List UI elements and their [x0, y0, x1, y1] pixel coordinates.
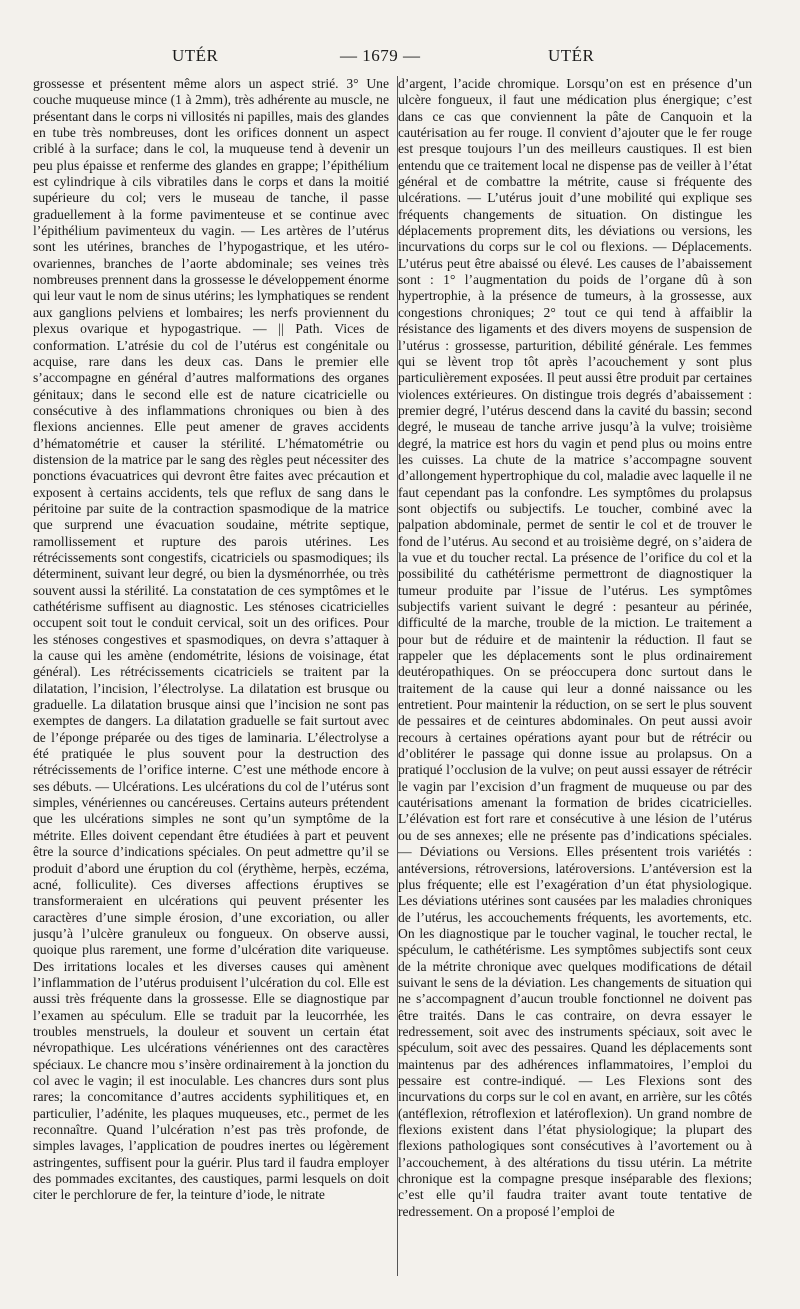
page-number: — 1679 — — [340, 46, 421, 65]
right-column — [390, 76, 752, 1276]
left-column — [33, 76, 389, 1276]
header-left-word: UTÉR — [172, 46, 219, 65]
running-header — [0, 46, 800, 70]
left-column-text: grossesse et présentent même alors un aspect strié. 3° Une couche muqueuse mince (1 à 2mm), très adhérente au muscle, ne présentant dans le corps ni villosités ni papilles, mais des glandes en tube très nombreuses, dont les orifices donnent un aspect criblé à la surface; dans le col, la muqueuse tend à devenir un peu plus épaisse et renferme des glandes en grappe; l’épithélium est cylindrique à cils vibratiles dans le corps et dans la moitié supérieure du col; vers le museau de tanche, il passe graduellement à la forme pavimenteuse et se continue avec l’épithélium pavimenteux du vagin. — Les artères de l’utérus sont les utérines, branches de l’hypogastrique, et les utéro-ovariennes, branches de l’aorte abdominale; ses veines très nombreuses prennent dans la grossesse le développement énorme qui leur vaut le nom de sinus utérins; les lymphatiques se rendent aux ganglions pelviens et lombaires; les nerfs proviennent du plexus ovarique et hypogastrique. — || Path. Vices de conformation. L’atrésie du col de l’utérus est congénitale ou acquise, rare dans les deux cas. Dans le premier elle s’accompagne en général d’autres malformations des organes génitaux; dans le second elle est de nature cicatricielle ou consécutive à des inflammations chroniques ou bien à des flexions anciennes. Elle peut amener de graves accidents d’hématométrie et causer la stérilité. L’hématométrie ou distension de la matrice par le sang des règles peut nécessiter des ponctions évacuatrices qui devront être faites avec précaution et exposent à certains accidents, tels que reflux de sang dans le péritoine par suite de la contraction spasmodique de la matrice que surprend une évacuation soudaine, métrite septique, ramollissement et rupture des parois utérines. Les rétrécissements sont congestifs, cicatriciels ou spasmodiques; ils déterminent, suivant leur degré, ou bien la dysménorrhée, ou très souvent aussi la stérilité. La constatation de ces symptômes et le cathétérisme suffisent au diagnostic. Les sténoses cicatricielles occupent soit tout le conduit cervical, soit un des orifices. Pour les sténoses congestives et spasmodiques, on devra s’attaquer à la cause qui les amène (endométrite, lésions de voisinage, état général). Les rétrécissements cicatriciels se traitent par la dilatation, l’incision, l’électrolyse. La dilatation est brusque ou graduelle. La dilatation brusque ainsi que l’incision ne sont pas exemptes de dangers. La dilatation graduelle se fait surtout avec de l’éponge préparée ou des tiges de laminaria. L’électrolyse a été pratiquée le plus souvent pour la destruction des rétrécissements de l’orifice interne. C’est une méthode encore à ses débuts. — Ulcérations. Les ulcérations du col de l’utérus sont simples, vénériennes ou cancéreuses. Certains auteurs prétendent que les ulcérations simples ne sont qu’un symptôme de la métrite. Elles doivent cependant être étudiées à part et peuvent être la source d’indications spéciales. On peut admettre qu’il se produit d’abord une éruption du col (érythème, herpès, eczéma, acné, folliculite). Ces diverses affections éruptives se transformeraient en ulcérations qui peuvent présenter les caractères d’une simple érosion, d’une excoriation, ou aller jusqu’à l’ulcère granuleux ou fongueux. On observe aussi, quoique plus rarement, une forme d’ulcération dite variqueuse. Des irritations locales et les diverses causes qui amènent l’inflammation de l’utérus produisent l’ulcération du col. Elle est aussi très fréquente dans la grossesse. Elle se diagnostique par l’examen au spéculum. Elle se traduit par la leucorrhée, les troubles menstruels, la douleur et souvent un certain état névropathique. Les ulcérations vénériennes ont des caractères spéciaux. Le chancre mou s’insère ordinairement à la jonction du col avec le vagin; il est inoculable. Les chancres durs sont plus rares; la concomitance d’autres accidents syphilitiques et, en particulier, l’adénite, les plaques muqueuses, etc., permet de les reconnaître. Quand l’ulcération n’est pas très profonde, de simples lavages, l’application de poudres inertes ou légèrement astringentes, suffisent pour la guérir. Plus tard il faudra employer des pommades excitantes, des caustiques, parmi lesquels on doit citer le perchlorure de fer, la teinture d’iode, le nitrate — [33, 76, 389, 1203]
header-right-word: UTÉR — [548, 46, 595, 65]
right-column-text: d’argent, l’acide chromique. Lorsqu’on est en présence d’un ulcère fongueux, il faut une médication plus énergique; c’est dans ce cas que conviennent la pâte de Canquoin et la cautérisation au fer rouge. Il convient d’ajouter que le fer rouge est presque toujours l’un des meilleurs caustiques. Il est bien entendu que ce traitement local ne dispense pas de veiller à l’état général et de combattre la métrite, cause si fréquente des ulcérations. — L’utérus jouit d’une mobilité qui explique ses fréquents changements de situation. On distingue les déplacements proprement dits, les déviations ou versions, les incurvations du corps sur le col ou flexions. — Déplacements. L’utérus peut être abaissé ou élevé. Les causes de l’abaissement sont : 1° l’augmentation du poids de l’organe dû à son hypertrophie, à la présence de tumeurs, à la grossesse, aux congestions chroniques; 2° tout ce qui tend à affaiblir la résistance des ligaments et des divers moyens de suspension de l’utérus : grossesse, parturition, débilité générale. Les femmes qui se lèvent trop tôt après l’acouchement y sont plus particulièrement exposées. Il peut aussi être produit par certaines violences extérieures. On distingue trois degrés d’abaissement : premier degré, l’utérus descend dans la cavité du bassin; second degré, le museau de tanche arrive jusqu’à la vulve; troisième degré, la matrice est hors du vagin et pend plus ou moins entre les cuisses. La chute de la matrice s’accompagne souvent d’allongement hypertrophique du col, maladie avec laquelle il ne faut cependant pas la confondre. Les symptômes du prolapsus sont objectifs ou subjectifs. Le toucher, combiné avec la palpation abdominale, permet de sentir le col et de trouver le fond de l’utérus. Au second et au troisième degré, on s’aidera de la vue et du toucher rectal. La présence de l’orifice du col et la possibilité du cathétérisme permettront de diagnostiquer la tumeur produite par l’issue de l’utérus. Les symptômes subjectifs varient suivant le degré : pesanteur au périnée, difficulté de la marche, trouble de la miction. Le traitement a pour but de réduire et de maintenir la réduction. Il faut se rappeler que les déplacements sont le plus ordinairement deutéropathiques. On se préoccupera donc surtout dans le traitement de la cause qui leur a donné naissance ou les entretient. Pour maintenir la réduction, on se sert le plus souvent de pessaires et de ceintures abdominales. On peut aussi avoir recours à certaines opérations ayant pour but de rétrécir ou d’oblitérer le passage qui donne issue au prolapsus. On a pratiqué l’occlusion de la vulve; on peut aussi essayer de rétrécir le vagin par l’excision d’un fragment de muqueuse ou par des cautérisations amenant la formation de brides cicatricielles. L’élévation est fort rare et consécutive à une lésion de l’utérus ou de ses annexes; elle ne présente pas d’indications spéciales. — Déviations ou Versions. Elles présentent trois variétés : antéversions, rétroversions, latéroversions. L’antéversion est la plus fréquente; elle est l’exagération d’un état physiologique. Les déviations utérines sont causées par les maladies chroniques de l’utérus, les accouchements fréquents, les avortements, etc. On les diagnostique par le toucher vaginal, le toucher rectal, le spéculum, le cathétérisme. Les symptômes subjectifs sont ceux de la métrite chronique avec quelques modifications de détail suivant le sens de la déviation. Les changements de situation qui ne s’accompagnent d’aucun trouble fonctionnel ne doivent pas être traités. Dans le cas contraire, on devra essayer le redressement, soit avec des instruments spéciaux, soit avec le spéculum, soit avec des pessaires. Quand les déplacements sont maintenus par des adhérences inflammatoires, l’emploi du pessaire est contre-indiqué. — Les Flexions sont des incurvations du corps sur le col en avant, en arrière, sur les côtés (antéflexion, rétroflexion et latéroflexion). Un grand nombre de flexions existent dans l’état physiologique; la plupart des flexions pathologiques sont consécutives à l’avortement ou à l’accouchement, à des altérations du tissu utérin. La métrite chronique est la compagne presque inséparable des flexions; c’est elle qu’il faudra traiter avant toute tentative de redressement. On a proposé l’emploi de — [398, 76, 752, 1219]
